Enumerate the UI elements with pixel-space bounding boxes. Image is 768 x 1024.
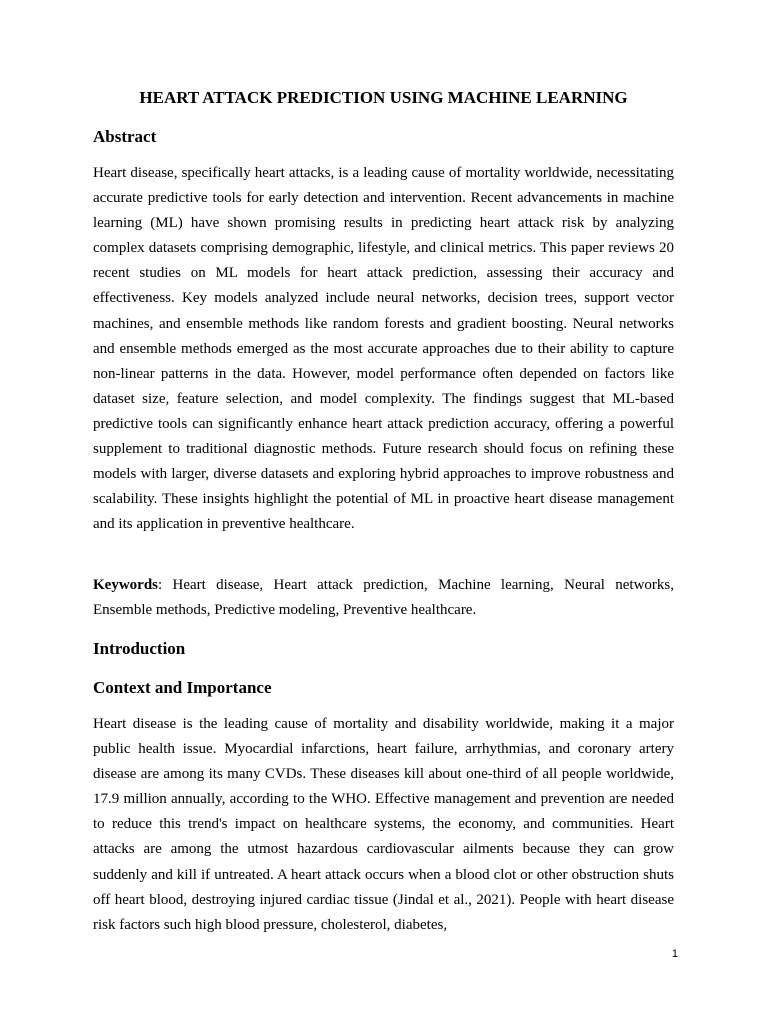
abstract-paragraph: Heart disease, specifically heart attacks, is a leading cause of mortality worldwide, necessitating accurate predictive tools for early detection and intervention. Recent advancements in machine learning (ML) have shown promising results in predicting heart attack risk by analyzing complex datasets comprising demographic, lifestyle, and clinical metrics. This paper reviews 20 recent studies on ML models for heart attack prediction, assessing their accuracy and effectiveness. Key models analyzed include neural networks, decision trees, support vector machines, and ensemble methods like random forests and gradient boosting. Neural networks and ensemble methods emerged as the most accurate approaches due to their ability to capture non-linear patterns in the data. However, model performance often depended on factors like dataset size, feature selection, and model complexity. The findings suggest that ML-based predictive tools can significantly enhance heart attack prediction accuracy, offering a powerful supplement to traditional diagnostic methods. Future research should focus on refining these models with larger, diverse datasets and exploring hybrid approaches to improve robustness and scalability. These insights highlight the potential of ML in proactive heart disease management and its application in preventive healthcare.	[93, 165, 674, 533]
introduction-heading: Introduction	[93, 639, 186, 658]
paper-title: HEART ATTACK PREDICTION USING MACHINE LEARNING	[139, 88, 628, 107]
introduction-paragraph: Heart disease is the leading cause of mortality and disability worldwide, making it a major public health issue. Myocardial infarctions, heart failure, arrhythmias, and coronary artery disease are among its many CVDs. These diseases kill about one-third of all people worldwide, 17.9 million annually, according to the WHO. Effective management and prevention are needed to reduce this trend's impact on healthcare systems, the economy, and communities. Heart attacks are among the utmost hazardous cardiovascular ailments because they can grow suddenly and kill if untreated. A heart attack occurs when a blood clot or other obstruction shuts off heart blood, destroying injured cardiac tissue (Jindal et al., 2021). People with heart disease risk factors such high blood pressure, cholesterol, diabetes,	[93, 716, 674, 933]
abstract-heading: Abstract	[93, 127, 157, 146]
keywords-list: : Heart disease, Heart attack prediction, Machine learning, Neural networks, Ensemble methods, Predictive modeling, Preventive healthcare.	[93, 577, 674, 619]
page-number: 1	[671, 948, 678, 960]
keywords-paragraph	[93, 573, 674, 623]
keywords-label: Keywords	[93, 577, 158, 593]
context-importance-heading: Context and Importance	[93, 678, 272, 697]
